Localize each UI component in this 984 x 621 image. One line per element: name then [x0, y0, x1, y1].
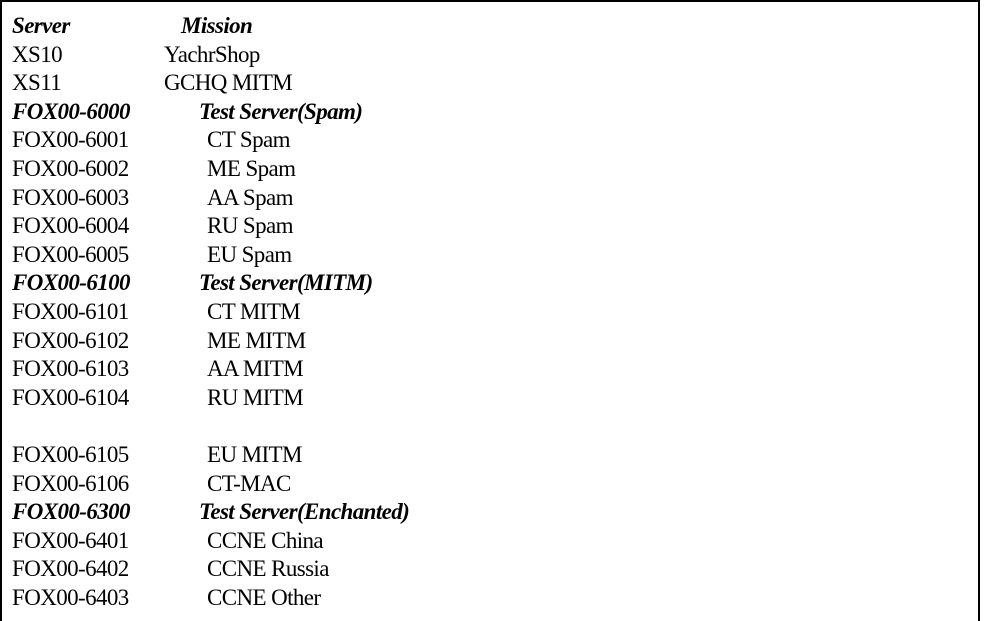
group-mission-name: Test Server(Enchanted)	[199, 499, 410, 525]
mission-name: RU Spam	[207, 213, 293, 239]
server-name: FOX00-6106	[12, 470, 129, 496]
server-name: FOX00-6001	[12, 127, 129, 153]
server-name: FOX00-6004	[12, 213, 129, 239]
server-name: FOX00-6002	[12, 155, 129, 181]
mission-name: EU Spam	[207, 241, 292, 267]
mission-name: EU MITM	[207, 441, 302, 467]
server-name: FOX00-6402	[12, 556, 129, 582]
server-name: FOX00-6003	[12, 184, 129, 210]
mission-name: CT Spam	[207, 127, 290, 153]
group-mission-name: Test Server(MITM)	[199, 270, 373, 296]
mission-name: GCHQ MITM	[164, 70, 293, 96]
server-column-header: Server	[12, 13, 70, 38]
mission-name: AA MITM	[207, 356, 304, 382]
mission-column-header: Mission	[181, 13, 253, 38]
group-server-name: FOX00-6000	[12, 98, 130, 124]
mission-name: ME MITM	[207, 327, 306, 353]
mission-name: CCNE Russia	[207, 556, 329, 582]
server-name: FOX00-6101	[12, 298, 129, 324]
mission-name: YachrShop	[164, 41, 260, 67]
server-name: FOX00-6401	[12, 527, 129, 553]
server-name: FOX00-6005	[12, 241, 129, 267]
mission-name: AA Spam	[207, 184, 293, 210]
mission-name: ME Spam	[207, 155, 296, 181]
group-server-name: FOX00-6300	[12, 499, 130, 525]
mission-name: CCNE China	[207, 527, 324, 553]
mission-name: CCNE Other	[207, 584, 321, 610]
mission-name: RU MITM	[207, 384, 304, 410]
server-name: FOX00-6102	[12, 327, 129, 353]
mission-name: CT-MAC	[207, 470, 291, 496]
server-name: FOX00-6105	[12, 441, 129, 467]
group-server-name: FOX00-6100	[12, 270, 130, 296]
server-name: FOX00-6103	[12, 356, 129, 382]
server-name: XS11	[12, 70, 62, 96]
group-mission-name: Test Server(Spam)	[199, 98, 363, 124]
server-name: FOX00-6104	[12, 384, 129, 410]
mission-name: CT MITM	[207, 298, 301, 324]
server-name: XS10	[12, 41, 63, 67]
server-name: FOX00-6403	[12, 584, 129, 610]
